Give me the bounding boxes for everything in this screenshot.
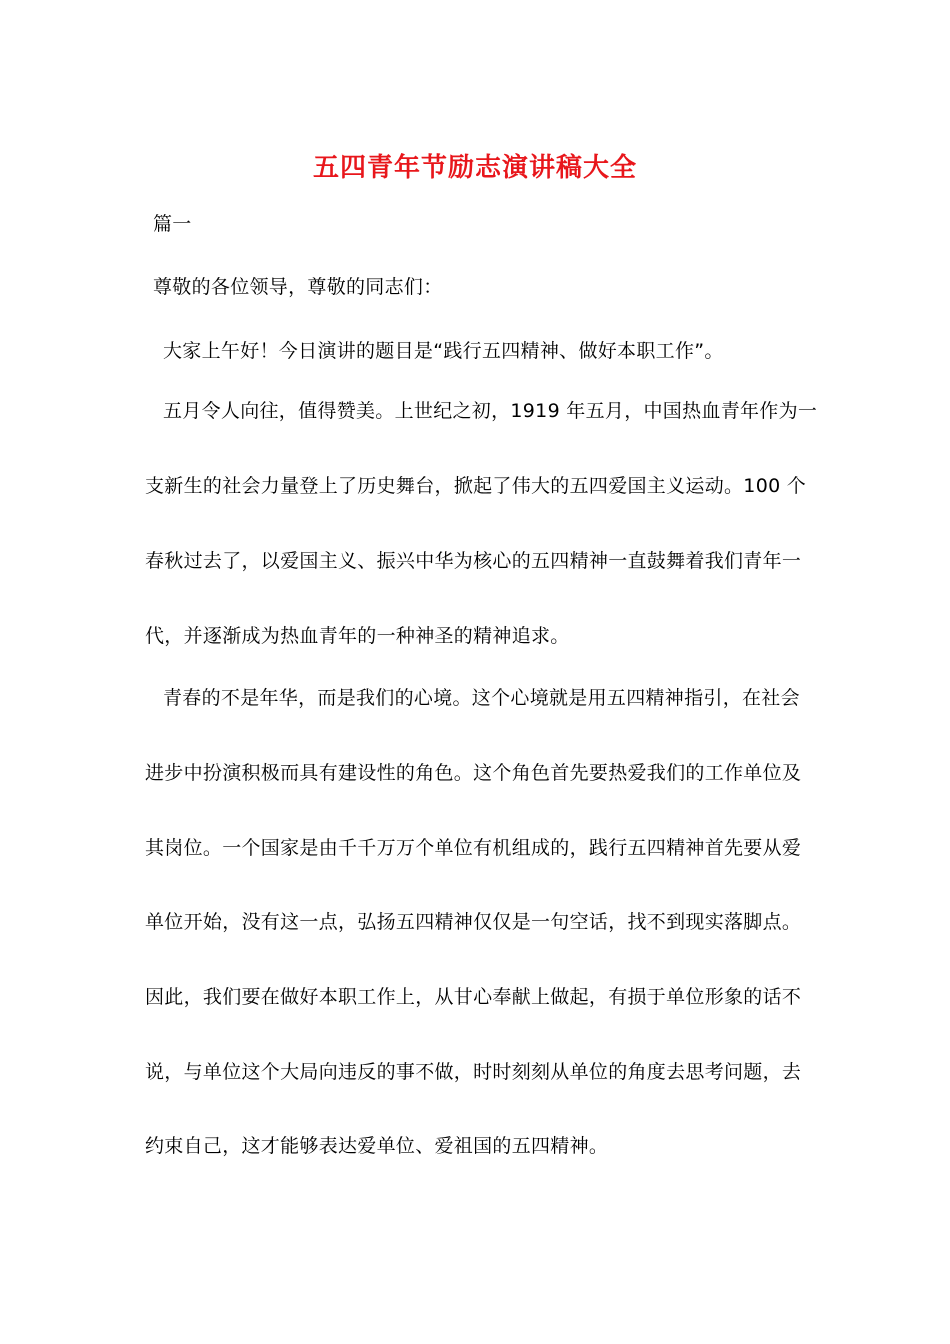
paragraph-line: 其岗位。一个国家是由千千万万个单位有机组成的，践行五四精神首先要从爱 xyxy=(145,837,802,859)
paragraph-line: 五月令人向往，值得赞美。上世纪之初，1919 年五月，中国热血青年作为一 xyxy=(163,400,818,422)
paragraph-line: 大家上午好！今日演讲的题目是“践行五四精神、做好本职工作”。 xyxy=(163,340,724,362)
paragraph-line: 春秋过去了，以爱国主义、振兴中华为核心的五四精神一直鼓舞着我们青年一 xyxy=(145,550,802,572)
document-title: 五四青年节励志演讲稿大全 xyxy=(312,153,637,183)
salutation: 尊敬的各位领导，尊敬的同志们： xyxy=(153,276,443,298)
paragraph-line: 单位开始，没有这一点，弘扬五四精神仅仅是一句空话，找不到现实落脚点。 xyxy=(145,911,802,933)
paragraph-line: 约束自己，这才能够表达爱单位、爱祖国的五四精神。 xyxy=(145,1135,609,1157)
paragraph-line: 青春的不是年华，而是我们的心境。这个心境就是用五四精神指引，在社会 xyxy=(163,687,800,709)
section-label: 篇一 xyxy=(153,213,192,235)
paragraph-line: 进步中扮演积极而具有建设性的角色。这个角色首先要热爱我们的工作单位及 xyxy=(145,762,802,784)
paragraph-line: 说，与单位这个大局向违反的事不做，时时刻刻从单位的角度去思考问题，去 xyxy=(145,1061,802,1083)
paragraph-line: 代，并逐渐成为热血青年的一种神圣的精神追求。 xyxy=(145,625,570,647)
paragraph-line: 因此，我们要在做好本职工作上，从甘心奉献上做起，有损于单位形象的话不 xyxy=(145,986,802,1008)
paragraph-line: 支新生的社会力量登上了历史舞台，掀起了伟大的五四爱国主义运动。100 个 xyxy=(145,475,807,497)
